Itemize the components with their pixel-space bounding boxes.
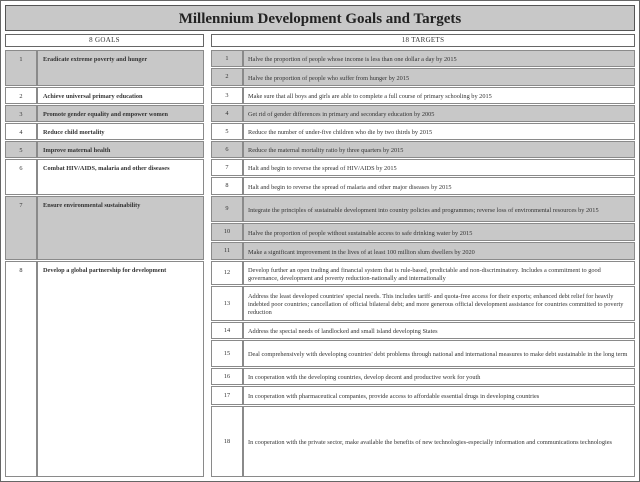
goal-number: 3 [5,105,37,122]
target-text: Halve the proportion of people without sustainable access to safe drinking water by 2015 [243,223,635,241]
goal-text: Improve maternal health [37,141,204,158]
target-number: 3 [211,87,243,104]
goal-text: Achieve universal primary education [37,87,204,104]
goal-number: 1 [5,50,37,86]
goal-text: Reduce child mortality [37,123,204,140]
target-text: Make a significant improvement in the lives of at least 100 million slum dwellers by 2020 [243,242,635,260]
target-number: 16 [211,368,243,385]
target-text: Halve the proportion of people whose income is less than one dollar a day by 2015 [243,50,635,67]
target-number: 5 [211,123,243,140]
target-text: In cooperation with the developing countries, develop decent and productive work for youth [243,368,635,385]
target-number: 10 [211,223,243,241]
target-text: Halve the proportion of people who suffer from hunger by 2015 [243,68,635,86]
targets-column-header: 18 TARGETS [211,34,635,47]
target-number: 6 [211,141,243,158]
target-text: In cooperation with the private sector, make available the benefits of new technologies-especially information and communications technologies [243,406,635,477]
target-text: Halt and begin to reverse the spread of malaria and other major diseases by 2015 [243,177,635,195]
goal-text: Develop a global partnership for development [37,261,204,477]
target-text: Get rid of gender differences in primary and secondary education by 2005 [243,105,635,122]
goal-number: 4 [5,123,37,140]
target-text: In cooperation with pharmaceutical companies, provide access to affordable essential drugs in developing countries [243,386,635,405]
target-text: Reduce the maternal mortality ratio by three quarters by 2015 [243,141,635,158]
target-number: 17 [211,386,243,405]
goal-text: Ensure environmental sustainability [37,196,204,260]
target-text: Halt and begin to reverse the spread of HIV/AIDS by 2015 [243,159,635,176]
target-number: 11 [211,242,243,260]
goal-text: Eradicate extreme poverty and hunger [37,50,204,86]
page-title: Millennium Development Goals and Targets [5,5,635,31]
target-number: 12 [211,261,243,285]
target-number: 18 [211,406,243,477]
target-text: Deal comprehensively with developing countries' debt problems through national and international measures to make debt sustainable in the long term [243,340,635,367]
goals-column-header: 8 GOALS [5,34,204,47]
target-text: Address the special needs of landlocked and small island developing States [243,322,635,339]
target-text: Address the least developed countries' special needs. This includes tariff- and quota-free access for their exports; enhanced debt relief for heavily indebted poor countries; cancellation of official bilateral debt; and more generous official development assistance for countries committed to poverty reduction [243,286,635,321]
target-number: 2 [211,68,243,86]
goal-number: 7 [5,196,37,260]
goal-number: 5 [5,141,37,158]
target-number: 13 [211,286,243,321]
target-number: 14 [211,322,243,339]
target-number: 1 [211,50,243,67]
goal-number: 2 [5,87,37,104]
goal-text: Promote gender equality and empower women [37,105,204,122]
target-text: Integrate the principles of sustainable development into country policies and programmes; reverse loss of environmental resources by 2015 [243,196,635,222]
target-number: 15 [211,340,243,367]
target-text: Make sure that all boys and girls are able to complete a full course of primary schooling by 2015 [243,87,635,104]
goal-text: Combat HIV/AIDS, malaria and other diseases [37,159,204,195]
target-number: 4 [211,105,243,122]
goal-number: 6 [5,159,37,195]
target-number: 8 [211,177,243,195]
target-number: 9 [211,196,243,222]
goal-number: 8 [5,261,37,477]
target-text: Reduce the number of under-five children who die by two thirds by 2015 [243,123,635,140]
target-number: 7 [211,159,243,176]
target-text: Develop further an open trading and financial system that is rule-based, predictable and non-discriminatory. Includes a commitment to good governance, development and poverty reduction-nationally and internationally [243,261,635,285]
